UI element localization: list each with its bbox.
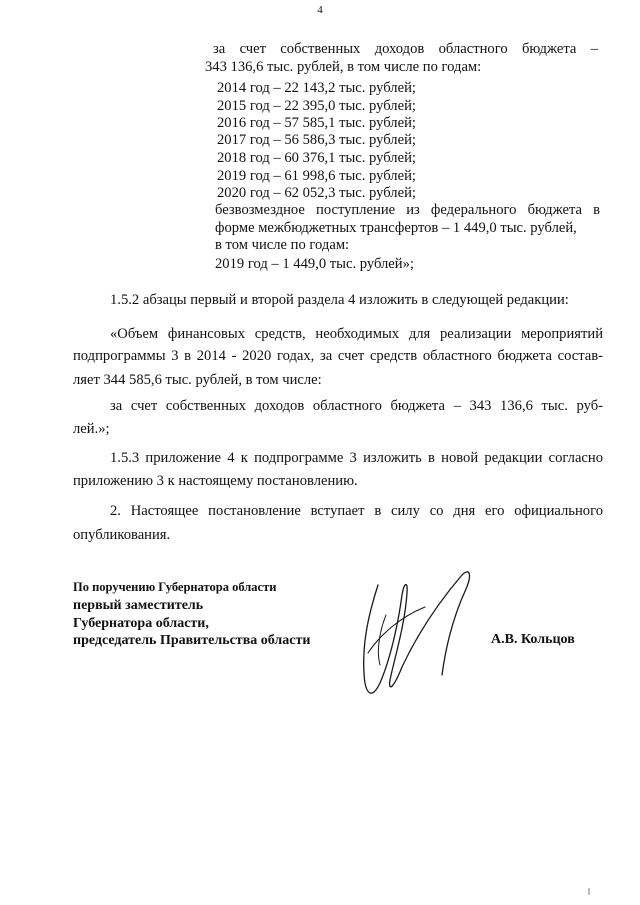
funding-year-line: 2019 год – 1 449,0 тыс. рублей»; xyxy=(215,256,414,272)
paragraph-1-5-2: 1.5.2 абзацы первый и второй раздела 4 изложить в следующей редакции: xyxy=(110,292,569,308)
paragraph-volume-line3: ляет 344 585,6 тыс. рублей, в том числе: xyxy=(73,372,322,388)
paragraph-own-income-line2: лей.»; xyxy=(73,421,110,437)
funding-year-line: 2016 год – 57 585,1 тыс. рублей; xyxy=(217,115,416,131)
paragraph-own-income-line1: за счет собственных доходов областного бюджета – 343 136,6 тыс. руб- xyxy=(110,398,603,414)
signatory-name: А.В. Кольцов xyxy=(491,632,575,647)
funding-year-line: 2020 год – 62 052,3 тыс. рублей; xyxy=(217,185,416,201)
funding-line: безвозмездное поступление из федерального бюджета в xyxy=(215,202,600,218)
funding-year-line: 2018 год – 60 376,1 тыс. рублей; xyxy=(217,150,416,166)
signatory-title-line3: председатель Правительства области xyxy=(73,633,311,648)
funding-line: форме межбюджетных трансфертов – 1 449,0 тыс. рублей, xyxy=(215,220,577,236)
by-order-of-governor: По поручению Губернатора области xyxy=(73,580,277,594)
funding-year-line: 2019 год – 61 998,6 тыс. рублей; xyxy=(217,168,416,184)
paragraph-volume-line2: подпрограммы 3 в 2014 - 2020 годах, за счет средств областного бюджета состав- xyxy=(73,348,603,364)
funding-line: в том числе по годам: xyxy=(215,237,350,253)
funding-line: 343 136,6 тыс. рублей, в том числе по годам: xyxy=(205,59,482,75)
handwritten-signature xyxy=(350,555,490,705)
funding-year-line: 2015 год – 22 395,0 тыс. рублей; xyxy=(217,98,416,114)
scan-mark xyxy=(588,888,590,895)
page-number: 4 xyxy=(317,4,323,16)
paragraph-volume-line1: «Объем финансовых средств, необходимых для реализации мероприятий xyxy=(110,326,603,342)
funding-year-line: 2014 год – 22 143,2 тыс. рублей; xyxy=(217,80,416,96)
signatory-title-line2: Губернатора области, xyxy=(73,616,209,631)
funding-line: за счет собственных доходов областного бюджета – xyxy=(213,41,598,57)
paragraph-2-line1: 2. Настоящее постановление вступает в силу со дня его официального xyxy=(110,503,603,519)
paragraph-1-5-3-line1: 1.5.3 приложение 4 к подпрограмме 3 изложить в новой редакции согласно xyxy=(110,450,603,466)
paragraph-2-line2: опубликования. xyxy=(73,527,171,543)
paragraph-1-5-3-line2: приложению 3 к настоящему постановлению. xyxy=(73,473,358,489)
funding-year-line: 2017 год – 56 586,3 тыс. рублей; xyxy=(217,132,416,148)
signatory-title-line1: первый заместитель xyxy=(73,598,204,613)
